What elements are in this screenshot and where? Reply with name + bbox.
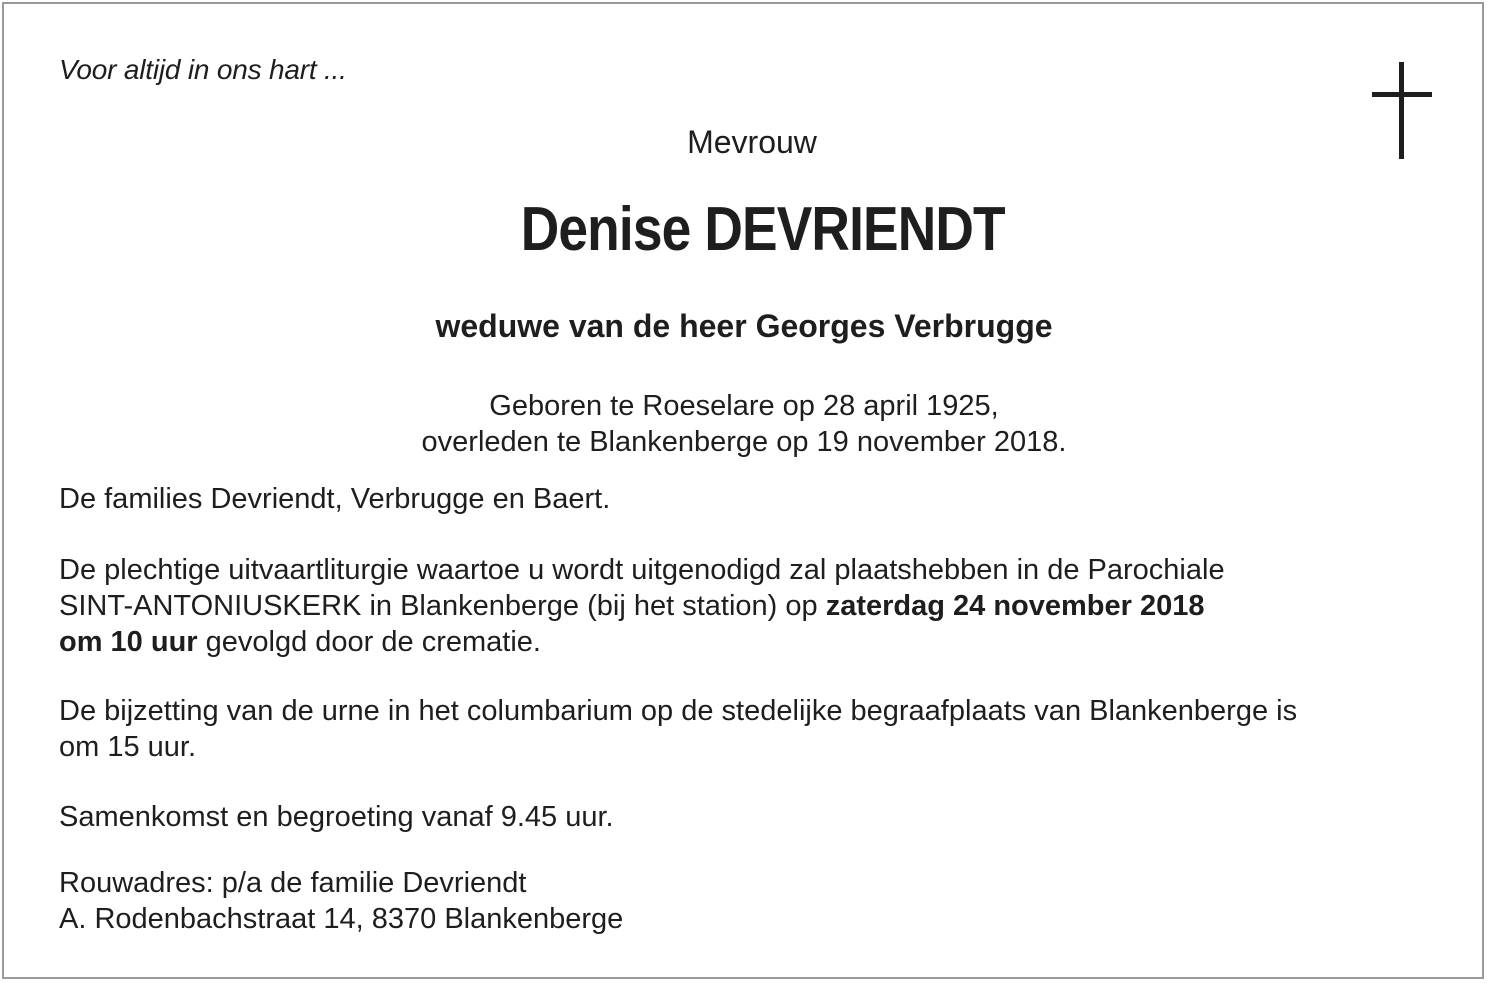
liturgy-church: SINT-ANTONIUSKERK in Blankenberge (bij het station) op — [59, 590, 826, 622]
mourning-address — [59, 865, 1419, 937]
liturgy-cremation: gevolgd door de crematie. — [197, 626, 541, 658]
meeting: Samenkomst en begroeting vanaf 9.45 uur. — [59, 801, 614, 833]
urn-line-2: om 15 uur. — [59, 731, 197, 763]
deceased-name: Denise DEVRIENDT — [520, 195, 1005, 264]
title-prefix: Mevrouw — [687, 124, 817, 160]
liturgy-line-1: De plechtige uitvaartliturgie waartoe u wordt uitgenodigd zal plaatshebben in de Parochiale — [59, 554, 1225, 586]
urn-paragraph — [59, 693, 1419, 765]
address-line-2: A. Rodenbachstraat 14, 8370 Blankenberge — [59, 903, 624, 935]
liturgy-line-2 — [59, 588, 1419, 624]
liturgy-paragraph — [59, 552, 1419, 660]
liturgy-time: om 10 uur — [59, 626, 198, 658]
address-line-1: Rouwadres: p/a de familie Devriendt — [59, 867, 527, 899]
death-line: overleden te Blankenberge op 19 november 2018. — [421, 426, 1067, 458]
liturgy-date: zaterdag 24 november 2018 — [825, 590, 1205, 622]
urn-line-1: De bijzetting van de urne in het columbarium op de stedelijke begraafplaats van Blankenberge is — [59, 695, 1298, 727]
families: De families Devriendt, Verbrugge en Baert. — [59, 483, 611, 515]
birth-line: Geboren te Roeselare op 28 april 1925, — [489, 390, 999, 422]
liturgy-line-3 — [59, 624, 1419, 660]
birth-death-dates — [0, 388, 1488, 460]
widow-of: weduwe van de heer Georges Verbrugge — [435, 308, 1053, 344]
motto: Voor altijd in ons hart ... — [59, 54, 347, 85]
